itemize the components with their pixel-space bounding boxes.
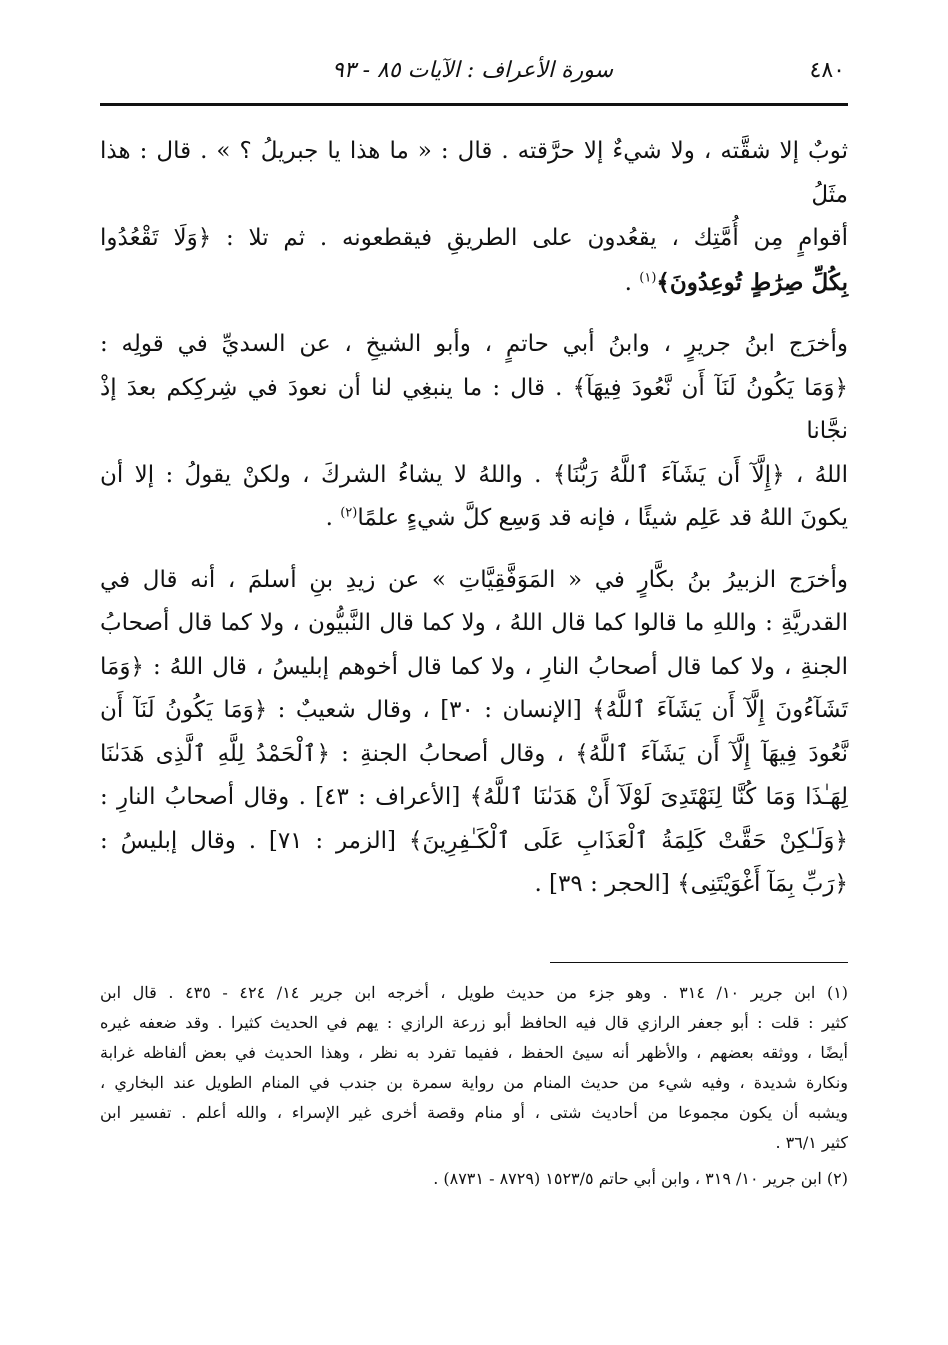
text-line: ﴿رَبِّ بِمَآ أَغْوَيْتَنِى﴾ [الحجر : ٣٩] .: [534, 871, 848, 897]
paragraph-2: [100, 323, 848, 541]
footnote-line: ويشبه أن يكون مجموعا من أحاديث شتى ، أو منام وقصة أخرى غير الإسراء ، والله أعلم . تفسير ابن: [100, 1103, 848, 1122]
text-run: يكونَ اللهُ قد عَلِم شيئًا ، فإنه قد وَسِع كلَّ شيءٍ علمًا: [357, 505, 848, 531]
text-line: نَّعُودَ فِيهَآ إِلَّآ أَن يَشَآءَ ٱللَّهُ﴾ ، وقال أصحابُ الجنةِ : ﴿ٱلْحَمْدُ لِلَّهِ ٱلَّذِى هَدَىٰنَا: [100, 740, 848, 767]
text-line: وأخرَج ابنُ جريرٍ ، وابنُ أبي حاتمٍ ، وأبو الشيخِ ، عن السديِّ في قولِه :: [100, 331, 848, 357]
footnote-line: كثير : قلت : أبو جعفر الرازي قال فيه الحافظ أبو زرعة الرازي : يهم في الحديث كثيرا . وقد ضعفه غيره: [100, 1013, 848, 1032]
footnote-line: (١) ابن جرير ١٠/ ٣١٤ . وهو جزء من حديث طويل ، أخرجه ابن جرير ١٤/ ٤٢٤ - ٤٣٥ . قال ابن: [100, 983, 849, 1002]
text-line: ﴿وَمَا يَكُونُ لَنَآ أَن نَّعُودَ فِيهَآ﴾ . قال : ما ينبغِي لنا أن نعودَ في شِركِكم بعدَ إذْ نجَّانا: [100, 374, 848, 444]
footnotes: [100, 978, 848, 1200]
footnote-2: [100, 1164, 848, 1194]
page-number: ٤٨٠: [809, 58, 845, 83]
text-line: القدريَّةِ : واللهِ ما قالوا كما قال اللهُ ، ولا كما قال النَّبيُّون ، ولا كما قال أصحابُ: [100, 610, 848, 636]
footnote-1: [100, 978, 848, 1158]
sentence-end: .: [325, 505, 341, 531]
footnote-line: ونكارة شديدة ، وفيه شيء من حديث المنام من رواية سمرة بن جندب في المنام الطويل عند البخاري ،: [100, 1073, 848, 1092]
footnote-line: كثير ٣٦/١ .: [775, 1133, 848, 1152]
footnote-line: (٢) ابن جرير ١٠/ ٣١٩ ، وابن أبي حاتم ١٥٢٣/٥ (٨٧٢٩ - ٨٧٣١) .: [433, 1169, 848, 1188]
paragraph-1: [100, 130, 848, 305]
footnotes-rule: [550, 962, 848, 963]
paragraph-3: [100, 559, 848, 907]
text-line: لِهَـٰذَا وَمَا كُنَّا لِنَهْتَدِىَ لَوْلَآ أَنْ هَدَىٰنَا ٱللَّهُ﴾ [الأعراف : ٤٣] . وقال أصحابُ النارِ :: [100, 784, 848, 810]
main-text: [100, 130, 848, 925]
text-line: الجنةِ ، ولا كما قال أصحابُ النارِ ، ولا كما قال أخوهم إبليسُ ، قال اللهُ : ﴿وَمَا: [100, 653, 848, 680]
footnote-line: أيضًا ، ووثقه بعضهم ، والأظهر أنه سيئ الحفظ ، ففيما تفرد به نظر ، وهذا الحديث في بعض ألفاظه غرابة: [100, 1043, 849, 1062]
footnote-ref[interactable]: (٢): [340, 505, 358, 521]
text-line: أقوامٍ مِن أُمَّتِك ، يقعُدون على الطريقِ فيقطعونه . ثم تلا : ﴿وَلَا تَقْعُدُوا: [100, 225, 848, 251]
text-line: ثوبٌ إلا شقَّته ، ولا شيءٌ إلا حرَّقته . قال : « ما هذا يا جبريلُ ؟ » . قال : هذا مثَلُ: [100, 138, 848, 208]
text-line: [100, 497, 848, 541]
footnote-ref[interactable]: (١): [639, 269, 657, 285]
page-header: [100, 56, 845, 96]
text-line: ﴿وَلَـٰكِنْ حَقَّتْ كَلِمَةُ ٱلْعَذَابِ عَلَى ٱلْكَـٰفِرِينَ﴾ [الزمر : ٧١] . وقال إبليسُ :: [100, 827, 848, 854]
header-rule: [100, 103, 848, 106]
running-title: سورة الأعراف : الآيات ٨٥ - ٩٣: [331, 58, 614, 83]
text-line: وأخرَج الزبيرُ بنُ بكَّارٍ في « المَوَفَّقِيَّاتِ » عن زيدِ بنِ أسلمَ ، أنه قال في: [100, 566, 848, 593]
text-line: [100, 261, 848, 306]
text-line: تَشَآءُونَ إِلَّآ أَن يَشَآءَ ٱللَّهُ﴾ [الإنسان : ٣٠] ، وقال شعيبٌ : ﴿وَمَا يَكُونُ لَنَآ أَن: [100, 697, 848, 723]
sentence-end: .: [624, 269, 640, 296]
text-line: اللهُ ، ﴿إِلَّآ أَن يَشَآءَ ٱللَّهُ رَبُّنَا﴾ . واللهُ لا يشاءُ الشركَ ، ولكنْ يقولُ : إلا أن: [100, 461, 848, 488]
quran-verse: بِكُلِّ صِرَٰطٍ تُوعِدُونَ﴾: [656, 268, 848, 296]
